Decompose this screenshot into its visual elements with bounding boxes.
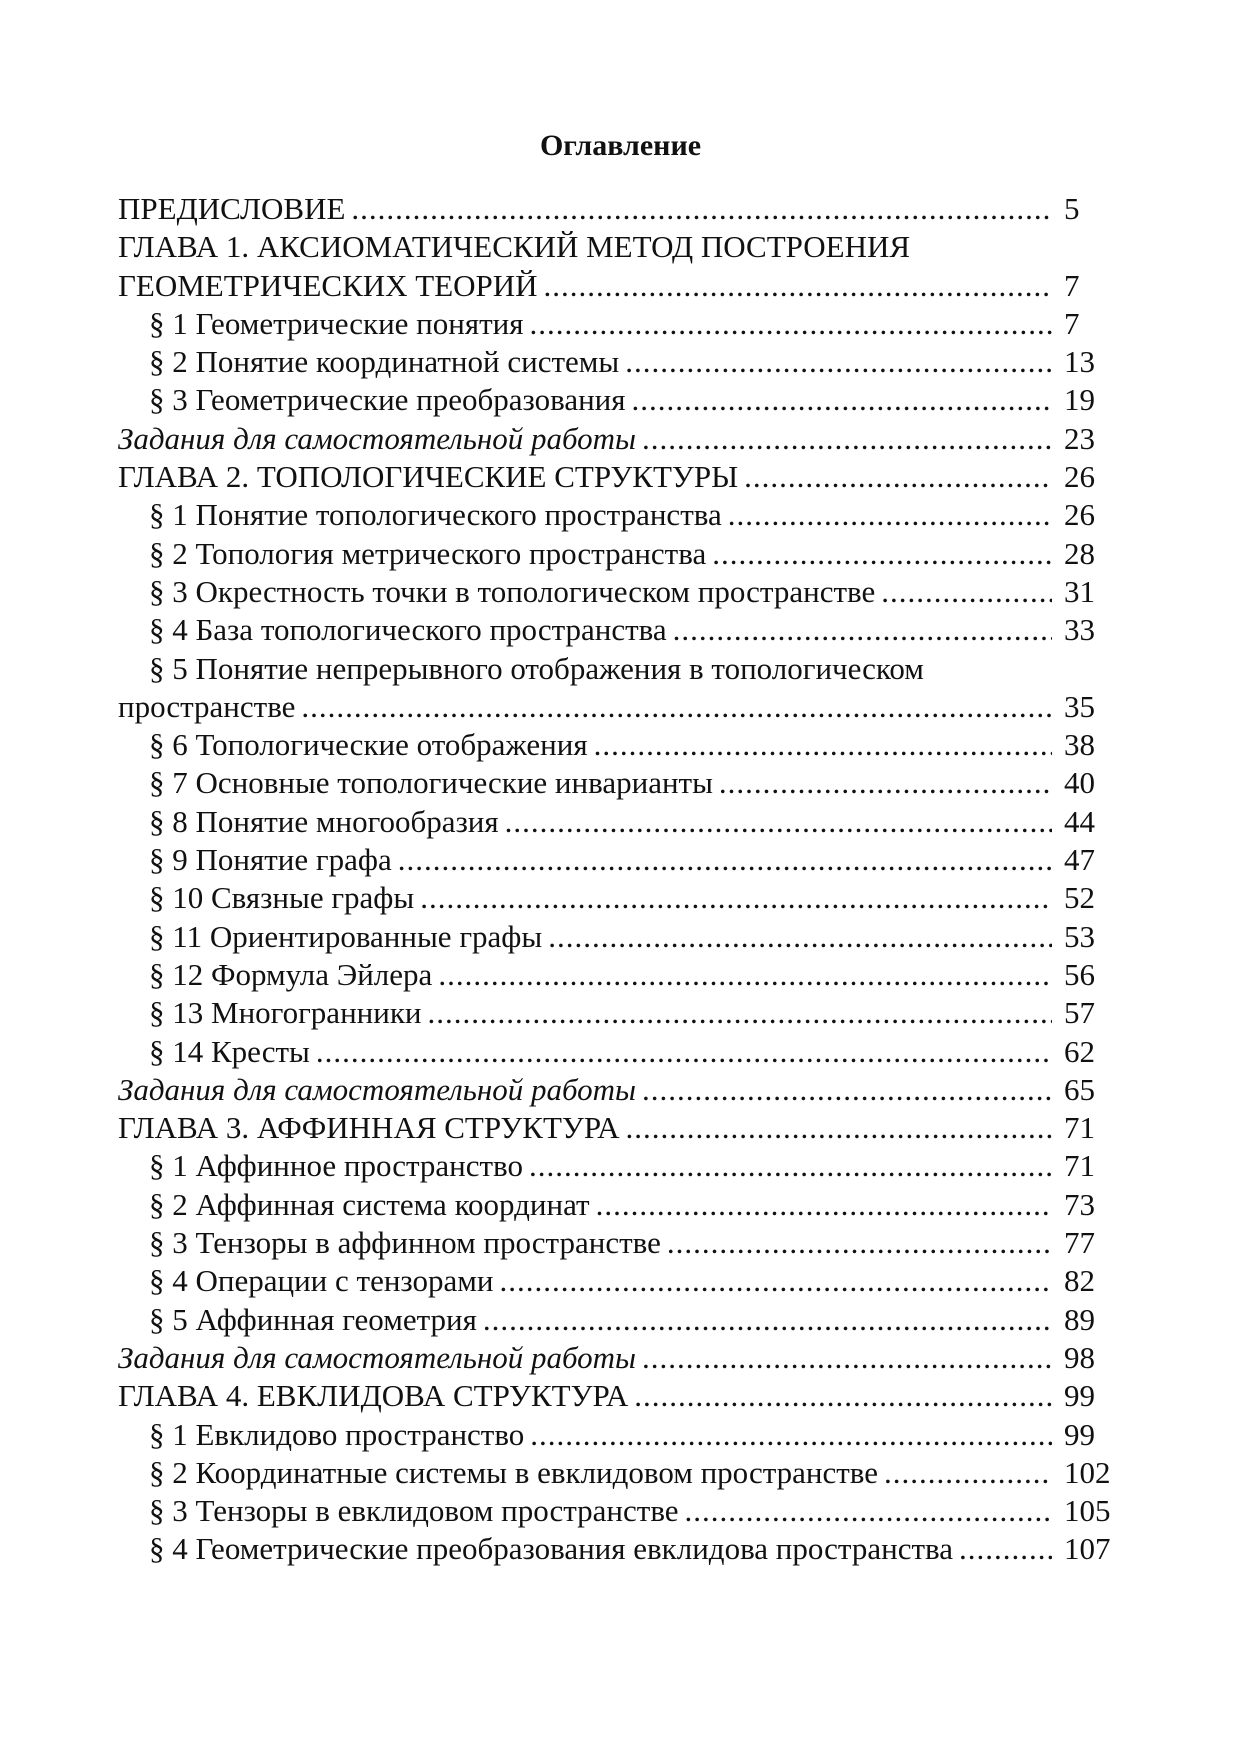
- toc-entry-page-number: 73: [1064, 1186, 1095, 1222]
- toc-entry: [118, 305, 1138, 343]
- dot-leader: [642, 1071, 1052, 1109]
- toc-entry: [118, 535, 1138, 573]
- toc-entry-page-number: 19: [1064, 382, 1095, 418]
- toc-entry: [118, 956, 1138, 994]
- toc-entry: [118, 1033, 1138, 1071]
- toc-entry-page-number: 57: [1064, 995, 1095, 1031]
- toc-entry-label: § 1 Аффинное пространство: [149, 1148, 523, 1184]
- toc-entry: [118, 267, 1138, 305]
- toc-entry-label: ПРЕДИСЛОВИЕ: [118, 191, 346, 226]
- toc-entry-label: § 2 Топология метрического пространства: [149, 535, 707, 571]
- dot-leader: [642, 1339, 1052, 1377]
- toc-entry-label: § 4 Геометрические преобразования евклидова пространства: [149, 1531, 954, 1567]
- toc-entry: [118, 726, 1138, 764]
- dot-leader: [530, 1416, 1052, 1454]
- toc-entry-label: § 5 Понятие непрерывного отображения в топологическом: [149, 650, 924, 686]
- toc-entry-label: ГЛАВА 2. ТОПОЛОГИЧЕСКИЕ СТРУКТУРЫ: [118, 459, 739, 495]
- toc-entry-page-number: 44: [1064, 803, 1095, 839]
- toc-entry-page-number: 13: [1064, 344, 1095, 380]
- toc-entry-label: § 3 Геометрические преобразования: [149, 382, 626, 418]
- toc-entry: [118, 994, 1138, 1032]
- toc-entry-label: § 14 Кресты: [149, 1033, 310, 1069]
- toc-entry-label: ГЛАВА 4. ЕВКЛИДОВА СТРУКТУРА: [118, 1378, 629, 1414]
- toc-entry-page-number: 102: [1064, 1454, 1111, 1490]
- toc-entry-page-number: 35: [1064, 688, 1095, 724]
- dot-leader: [301, 688, 1052, 726]
- toc-entry-page-number: 107: [1064, 1531, 1111, 1567]
- dot-leader: [499, 1262, 1052, 1300]
- dot-leader: [420, 879, 1052, 917]
- toc-entry: [118, 918, 1138, 956]
- dot-leader: [548, 918, 1052, 956]
- toc-entry-page-number: 38: [1064, 727, 1095, 763]
- toc-entry: [118, 879, 1138, 917]
- dot-leader: [712, 535, 1052, 573]
- toc-entry: [118, 420, 1138, 458]
- dot-leader: [438, 956, 1052, 994]
- toc-entry: [118, 611, 1138, 649]
- dot-leader: [667, 1224, 1052, 1262]
- page-title: Оглавление: [539, 129, 702, 162]
- toc-entry: [118, 1109, 1138, 1147]
- dot-leader: [626, 1109, 1052, 1147]
- toc-entry: [118, 458, 1138, 496]
- toc-entry-page-number: 99: [1064, 1378, 1095, 1414]
- dot-leader: [632, 381, 1052, 419]
- dot-leader: [634, 1377, 1052, 1415]
- toc-entry-label: ГЛАВА 3. АФФИННАЯ СТРУКТУРА: [118, 1110, 620, 1146]
- toc-entry: [118, 650, 1138, 688]
- toc-entry-page-number: 99: [1064, 1416, 1095, 1452]
- toc-entry-page-number: 52: [1064, 880, 1095, 916]
- toc-entry-label: § 3 Тензоры в аффинном пространстве: [149, 1225, 661, 1261]
- toc-entry-label: § 13 Многогранники: [149, 995, 422, 1031]
- toc-entry-page-number: 62: [1064, 1033, 1095, 1069]
- toc-entry-label: § 1 Геометрические понятия: [149, 305, 524, 341]
- toc-entry-label: § 11 Ориентированные графы: [149, 918, 543, 954]
- dot-leader: [744, 458, 1052, 496]
- toc-entry-label: ГЛАВА 1. АКСИОМАТИЧЕСКИЙ МЕТОД ПОСТРОЕНИЯ: [118, 229, 911, 265]
- toc-entry-page-number: 56: [1064, 956, 1095, 992]
- toc-entry: [118, 1301, 1138, 1339]
- toc-entry-label: § 4 Операции с тензорами: [149, 1263, 494, 1299]
- dot-leader: [728, 496, 1052, 534]
- toc-entry: [118, 1186, 1138, 1224]
- toc-entry-page-number: 26: [1064, 459, 1095, 495]
- toc-entry-page-number: 53: [1064, 918, 1095, 954]
- dot-leader: [316, 1033, 1052, 1071]
- toc-entry-page-number: 7: [1064, 305, 1080, 341]
- toc-entry: [118, 803, 1138, 841]
- dot-leader: [673, 611, 1052, 649]
- toc-entry: [118, 1377, 1138, 1415]
- toc-entry: [118, 1262, 1138, 1300]
- toc-entry-page-number: 26: [1064, 497, 1095, 533]
- toc-entry-page-number: 65: [1064, 1071, 1095, 1107]
- toc-entry-label: § 9 Понятие графа: [149, 842, 392, 878]
- toc-entry-label: § 8 Понятие многообразия: [149, 803, 499, 839]
- toc-entry: [118, 1416, 1138, 1454]
- toc-entry-label: Задания для самостоятельной работы: [118, 1071, 637, 1107]
- toc-entry-label: ГЕОМЕТРИЧЕСКИХ ТЕОРИЙ: [118, 267, 538, 303]
- dot-leader: [642, 420, 1052, 458]
- toc-entry-page-number: 89: [1064, 1301, 1095, 1337]
- dot-leader: [398, 841, 1052, 879]
- toc-entry-label: § 4 База топологического пространства: [149, 612, 667, 648]
- toc-entry-label: § 10 Связные графы: [149, 880, 415, 916]
- toc-entry-label: § 2 Аффинная система координат: [149, 1186, 590, 1222]
- dot-leader: [884, 1454, 1052, 1492]
- toc-entry-label: § 2 Координатные системы в евклидовом пространстве: [149, 1454, 879, 1490]
- toc-entry-page-number: 33: [1064, 612, 1095, 648]
- toc-entry-page-number: 77: [1064, 1225, 1095, 1261]
- toc-entry: [118, 228, 1138, 266]
- toc-entry: [118, 841, 1138, 879]
- toc-entry: [118, 343, 1138, 381]
- toc-entry-label: § 2 Понятие координатной системы: [149, 344, 620, 380]
- toc-entry-page-number: 5: [1064, 191, 1080, 226]
- dot-leader: [881, 573, 1052, 611]
- dot-leader: [428, 994, 1053, 1032]
- toc-entry: [118, 764, 1138, 802]
- toc-entry-label: § 5 Аффинная геометрия: [149, 1301, 477, 1337]
- toc-entry-page-number: 105: [1064, 1493, 1111, 1529]
- toc-entry-page-number: 28: [1064, 535, 1095, 571]
- toc-entry: [118, 573, 1138, 611]
- dot-leader: [959, 1530, 1052, 1568]
- toc-entry-page-number: 40: [1064, 765, 1095, 801]
- toc-entry: [118, 1530, 1138, 1568]
- toc-entry-label: § 1 Понятие топологического пространства: [149, 497, 722, 533]
- toc-entry-page-number: 98: [1064, 1339, 1095, 1375]
- toc-entry-label: § 6 Топологические отображения: [149, 727, 588, 763]
- toc-entry: [118, 1492, 1138, 1530]
- dot-leader: [625, 343, 1052, 381]
- toc-entry-label: § 7 Основные топологические инварианты: [149, 765, 713, 801]
- dot-leader: [351, 190, 1052, 228]
- toc-entry-label: § 12 Формула Эйлера: [149, 956, 433, 992]
- toc-entry-label: § 1 Евклидово пространство: [149, 1416, 525, 1452]
- dot-leader: [530, 305, 1053, 343]
- toc-entry-label: § 3 Окрестность точки в топологическом пространстве: [149, 573, 876, 609]
- dot-leader: [596, 1186, 1052, 1224]
- toc-entry: [118, 381, 1138, 419]
- toc-entry: [118, 1454, 1138, 1492]
- toc-entry: [118, 1147, 1138, 1185]
- table-of-contents: [118, 190, 1138, 1569]
- toc-entry-page-number: 71: [1064, 1110, 1095, 1146]
- dot-leader: [544, 267, 1052, 305]
- dot-leader: [685, 1492, 1052, 1530]
- toc-entry-label: Задания для самостоятельной работы: [118, 420, 637, 456]
- toc-entry: [118, 1339, 1138, 1377]
- toc-entry: [118, 190, 1138, 228]
- toc-entry: [118, 1224, 1138, 1262]
- dot-leader: [505, 803, 1052, 841]
- dot-leader: [529, 1147, 1052, 1185]
- toc-entry-label: § 3 Тензоры в евклидовом пространстве: [149, 1493, 679, 1529]
- toc-entry-page-number: 7: [1064, 267, 1080, 303]
- toc-entry-page-number: 82: [1064, 1263, 1095, 1299]
- dot-leader: [483, 1301, 1052, 1339]
- dot-leader: [594, 726, 1052, 764]
- toc-entry-page-number: 31: [1064, 573, 1095, 609]
- toc-entry-page-number: 23: [1064, 420, 1095, 456]
- toc-entry-label: Задания для самостоятельной работы: [118, 1339, 637, 1375]
- toc-entry: [118, 1071, 1138, 1109]
- toc-entry: [118, 688, 1138, 726]
- toc-entry-page-number: 47: [1064, 842, 1095, 878]
- toc-entry-label: пространстве: [118, 688, 296, 724]
- dot-leader: [719, 764, 1052, 802]
- toc-entry: [118, 496, 1138, 534]
- toc-entry-page-number: 71: [1064, 1148, 1095, 1184]
